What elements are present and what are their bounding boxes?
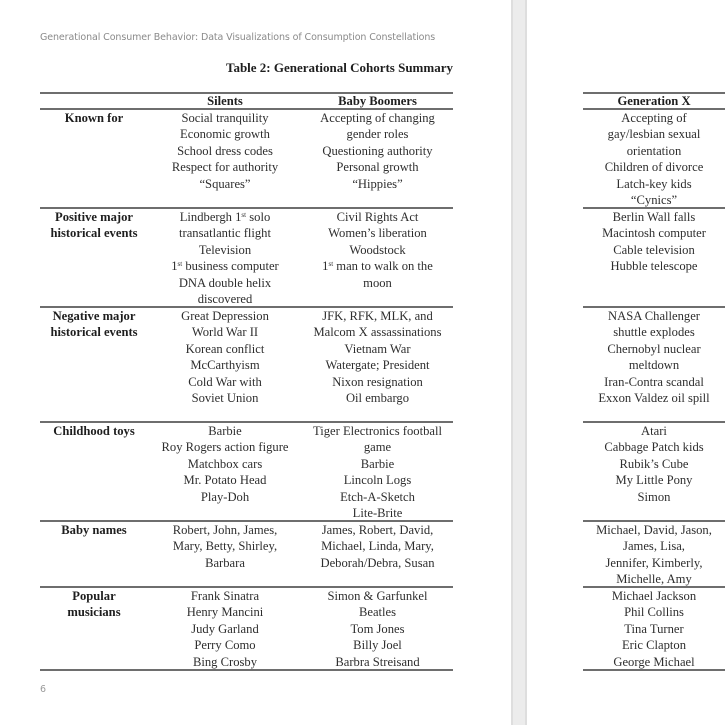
cell-line: Simon — [637, 489, 671, 504]
cell-line: gender roles — [346, 127, 409, 142]
cell-line: Exxon Valdez oil spill — [598, 391, 710, 406]
cell-line: 1st business computer — [171, 259, 279, 274]
cell-line: Etch-A-Sketch — [340, 489, 415, 504]
cell-line: historical events — [50, 325, 138, 340]
cell-generation-x-negative-events — [583, 308, 725, 406]
cell-line: Deborah/Debra, Susan — [320, 555, 435, 570]
cell-line: Beatles — [358, 605, 397, 620]
cell-line: Accepting of — [621, 111, 687, 125]
cell-line: Latch-key kids — [616, 176, 692, 191]
cell-line: Vietnam War — [344, 341, 411, 356]
cell-line: Barbie — [360, 456, 395, 471]
cell-line: JFK, RFK, MLK, and — [322, 309, 433, 323]
cell-line: Women’s liberation — [328, 226, 427, 241]
cell-silents-positive-events — [150, 209, 300, 307]
row-label-childhood-toys — [40, 423, 148, 439]
cell-baby-boomers-positive-events — [300, 209, 455, 291]
cell-line: My Little Pony — [615, 473, 693, 488]
cell-line: James, Lisa, — [623, 539, 685, 554]
cell-line: Tom Jones — [350, 621, 405, 636]
cell-line: Popular — [72, 589, 116, 603]
cell-line: NASA Challenger — [608, 309, 700, 323]
cell-line: “Squares” — [199, 176, 251, 191]
cell-line: Matchbox cars — [187, 456, 263, 471]
cell-line: historical events — [50, 226, 138, 241]
cell-line: Personal growth — [336, 160, 419, 175]
cell-line: Macintosh computer — [602, 226, 706, 241]
cell-line: moon — [363, 275, 392, 290]
cell-line: Barbra Streisand — [335, 654, 420, 669]
cell-line: Barbara — [205, 555, 245, 570]
cell-baby-boomers-childhood-toys — [300, 423, 455, 521]
cell-generation-x-baby-names — [583, 522, 725, 588]
cell-line: Cable television — [613, 242, 695, 257]
row-label-baby-names — [40, 522, 148, 538]
row-rule — [40, 669, 453, 671]
cell-line: McCarthyism — [190, 358, 260, 373]
cell-line: Accepting of changing — [320, 111, 435, 125]
cell-line: Lincoln Logs — [343, 473, 412, 488]
row-label-known-for — [40, 110, 148, 126]
cell-line: Perry Como — [194, 638, 256, 653]
cell-line: Eric Clapton — [621, 638, 686, 653]
cell-line: Cold War with — [188, 374, 262, 389]
cell-line: Television — [198, 242, 252, 257]
cell-line: musicians — [67, 605, 121, 620]
cell-line: Judy Garland — [191, 621, 259, 636]
cell-line: James, Robert, David, — [321, 523, 434, 537]
cell-line: Soviet Union — [191, 391, 259, 406]
cell-line: Robert, John, James, — [172, 523, 278, 537]
cell-line: Negative major — [52, 309, 136, 323]
cell-line: Tina Turner — [624, 621, 684, 636]
cell-line: 1st man to walk on the — [322, 259, 433, 274]
cell-line: Great Depression — [181, 309, 269, 323]
cell-line: Positive major — [55, 210, 133, 224]
cell-line: Atari — [641, 424, 667, 438]
cell-line: Woodstock — [349, 242, 406, 257]
cell-line: Iran-Contra scandal — [604, 374, 704, 389]
cell-generation-x-positive-events — [583, 209, 725, 275]
cell-line: Lindbergh 1st solo — [179, 210, 271, 224]
cell-line: shuttle explodes — [613, 325, 695, 340]
cell-line: School dress codes — [177, 143, 273, 158]
cell-line: DNA double helix — [178, 275, 272, 290]
cell-line: “Cynics” — [630, 193, 678, 208]
cell-baby-boomers-baby-names — [300, 522, 455, 571]
column-header-silents: Silents — [207, 94, 243, 108]
cell-line: Jennifer, Kimberly, — [605, 555, 703, 570]
cell-line: meltdown — [628, 358, 680, 373]
page-number: 6 — [40, 684, 47, 695]
cell-line: Malcom X assassinations — [313, 325, 442, 340]
cell-generation-x-popular-musicians — [583, 588, 725, 670]
cell-line: Play-Doh — [200, 489, 250, 504]
cell-line: Respect for authority — [171, 160, 279, 175]
cell-line: Known for — [64, 111, 124, 125]
cell-line: Michael Jackson — [611, 589, 697, 603]
cell-line: Mary, Betty, Shirley, — [172, 539, 278, 554]
cell-silents-childhood-toys — [150, 423, 300, 505]
cell-line: Bing Crosby — [192, 654, 258, 669]
running-header: Generational Consumer Behavior: Data Visualizations of Consumption Constellations — [40, 32, 436, 43]
cell-line: World War II — [191, 325, 259, 340]
cell-silents-baby-names — [150, 522, 300, 571]
cell-line: Children of divorce — [604, 160, 704, 175]
cell-line: transatlantic flight — [179, 226, 271, 241]
cell-line: Economic growth — [180, 127, 270, 142]
cell-line: Lite-Brite — [352, 506, 403, 521]
cell-line: Barbie — [208, 424, 242, 438]
cell-line: orientation — [626, 143, 682, 158]
column-header-generation-x: Generation X — [617, 94, 691, 108]
cell-line: George Michael — [613, 654, 695, 669]
cell-line: Social tranquility — [181, 111, 269, 125]
row-rule-right — [583, 669, 725, 671]
table-title: Table 2: Generational Cohorts Summary — [225, 60, 453, 75]
cell-line: Michael, David, Jason, — [596, 523, 712, 537]
cell-line: Questioning authority — [322, 143, 433, 158]
cell-line: Frank Sinatra — [190, 589, 260, 603]
cell-silents-negative-events — [150, 308, 300, 406]
cell-line: Simon & Garfunkel — [327, 589, 428, 603]
cell-line: Henry Mancini — [186, 605, 264, 620]
cell-line: Roy Rogers action figure — [161, 440, 289, 455]
cell-line: Oil embargo — [345, 391, 410, 406]
cell-line: “Hippies” — [352, 176, 403, 191]
cell-baby-boomers-negative-events — [300, 308, 455, 406]
cell-baby-boomers-known-for — [300, 110, 455, 192]
cell-line: Hubble telescope — [610, 259, 698, 274]
row-label-negative-events — [40, 308, 148, 341]
cell-line: discovered — [197, 292, 253, 307]
cell-line: Billy Joel — [353, 638, 402, 653]
cell-silents-known-for — [150, 110, 300, 192]
document-page-right — [527, 0, 725, 725]
cell-line: Childhood toys — [53, 424, 135, 438]
page-gutter — [511, 0, 527, 725]
cell-line: Nixon resignation — [332, 374, 423, 389]
cell-line: Berlin Wall falls — [612, 210, 696, 224]
row-label-popular-musicians — [40, 588, 148, 621]
cell-line: Korean conflict — [185, 341, 265, 356]
cell-line: Tiger Electronics football — [313, 424, 442, 438]
cell-line: Mr. Potato Head — [183, 473, 267, 488]
cell-line: Civil Rights Act — [336, 210, 419, 224]
cell-line: gay/lesbian sexual — [607, 127, 701, 142]
cell-line: Rubik’s Cube — [619, 456, 689, 471]
cell-line: Chernobyl nuclear — [607, 341, 701, 356]
cell-baby-boomers-popular-musicians — [300, 588, 455, 670]
cell-line: Baby names — [61, 523, 127, 537]
row-label-positive-events — [40, 209, 148, 242]
cell-line: Cabbage Patch kids — [604, 440, 704, 455]
cell-line: Watergate; President — [325, 358, 430, 373]
cell-generation-x-childhood-toys — [583, 423, 725, 505]
cell-line: Michael, Linda, Mary, — [321, 539, 434, 554]
cell-silents-popular-musicians — [150, 588, 300, 670]
cell-line: Phil Collins — [624, 605, 684, 620]
column-header-baby-boomers: Baby Boomers — [338, 94, 417, 108]
cell-generation-x-known-for — [583, 110, 725, 208]
cell-line: game — [363, 440, 392, 455]
cell-line: Michelle, Amy — [616, 572, 692, 587]
